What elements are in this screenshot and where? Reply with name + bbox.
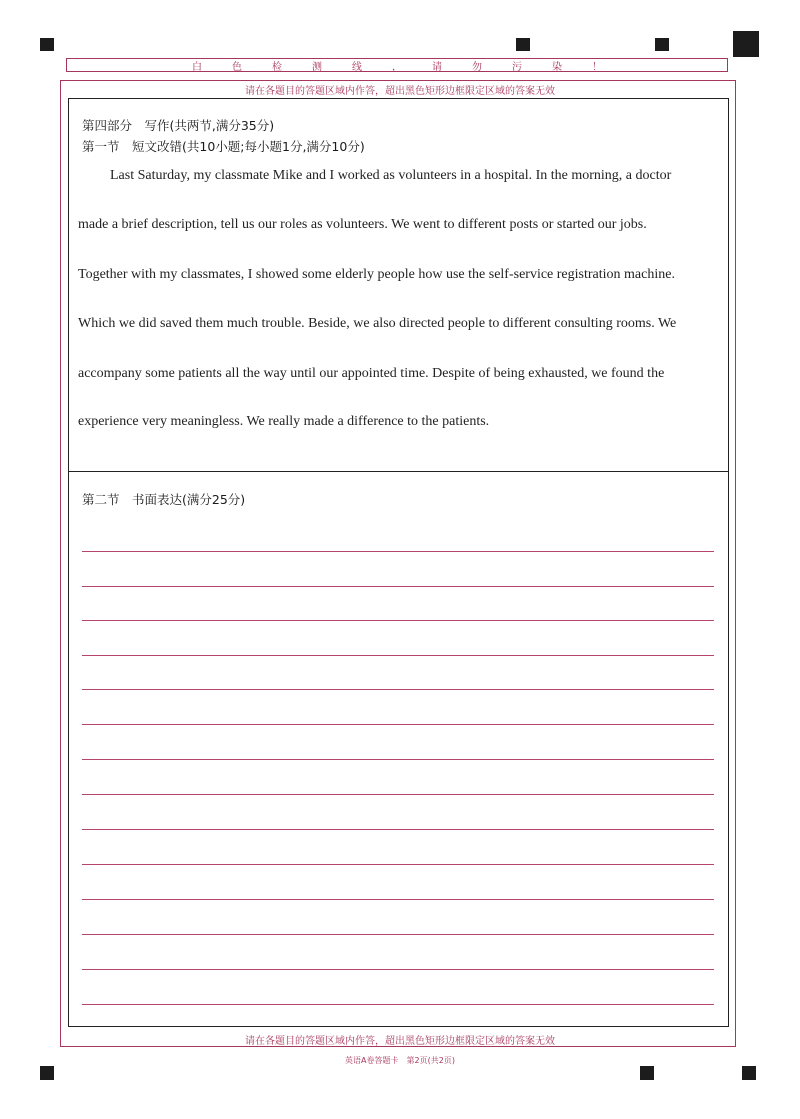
writing-line[interactable] <box>82 864 714 865</box>
writing-line[interactable] <box>82 551 714 552</box>
subsection1-title: 第一节 短文改错(共10小题;每小题1分,满分10分) <box>82 139 365 154</box>
alignment-mark <box>40 38 54 51</box>
alignment-mark <box>733 31 759 57</box>
subsection2-title: 第二节 书面表达(满分25分) <box>82 492 246 507</box>
writing-line[interactable] <box>82 1004 714 1005</box>
writing-answer-box <box>68 471 729 1027</box>
writing-line[interactable] <box>82 829 714 830</box>
alignment-mark <box>40 1066 54 1080</box>
writing-line[interactable] <box>82 794 714 795</box>
writing-line[interactable] <box>82 759 714 760</box>
part-title: 第四部分 写作(共两节,满分35分) <box>82 118 275 133</box>
answer-area-notice-top: 请在各题目的答题区域内作答，超出黑色矩形边框限定区域的答案无效 <box>245 86 555 97</box>
page-footer: 英语A卷答题卡 第2页(共2页) <box>345 1056 455 1065</box>
writing-line[interactable] <box>82 934 714 935</box>
passage-line: made a brief description, tell us our roles as volunteers. We went to different posts or started our jobs. <box>78 217 647 232</box>
passage-line: Last Saturday, my classmate Mike and I worked as volunteers in a hospital. In the morning, a doctor <box>110 168 672 183</box>
answer-area-notice-bottom: 请在各题目的答题区域内作答，超出黑色矩形边框限定区域的答案无效 <box>245 1036 555 1047</box>
passage-line: Together with my classmates, I showed some elderly people how use the self-service registration machine. <box>78 267 675 282</box>
writing-line[interactable] <box>82 620 714 621</box>
alignment-mark <box>742 1066 756 1080</box>
writing-line[interactable] <box>82 724 714 725</box>
alignment-mark <box>516 38 530 51</box>
writing-line[interactable] <box>82 969 714 970</box>
writing-line[interactable] <box>82 655 714 656</box>
alignment-mark <box>655 38 669 51</box>
passage-line: accompany some patients all the way until our appointed time. Despite of being exhausted, we found the <box>78 366 665 381</box>
alignment-mark <box>640 1066 654 1080</box>
writing-line[interactable] <box>82 586 714 587</box>
writing-line[interactable] <box>82 899 714 900</box>
detection-line-banner <box>66 58 728 72</box>
passage-line: Which we did saved them much trouble. Beside, we also directed people to different consulting rooms. We <box>78 316 677 331</box>
detection-line-text: 白色检测线，请勿污染！ <box>192 61 632 73</box>
passage-line: experience very meaningless. We really made a difference to the patients. <box>78 414 490 429</box>
writing-line[interactable] <box>82 689 714 690</box>
